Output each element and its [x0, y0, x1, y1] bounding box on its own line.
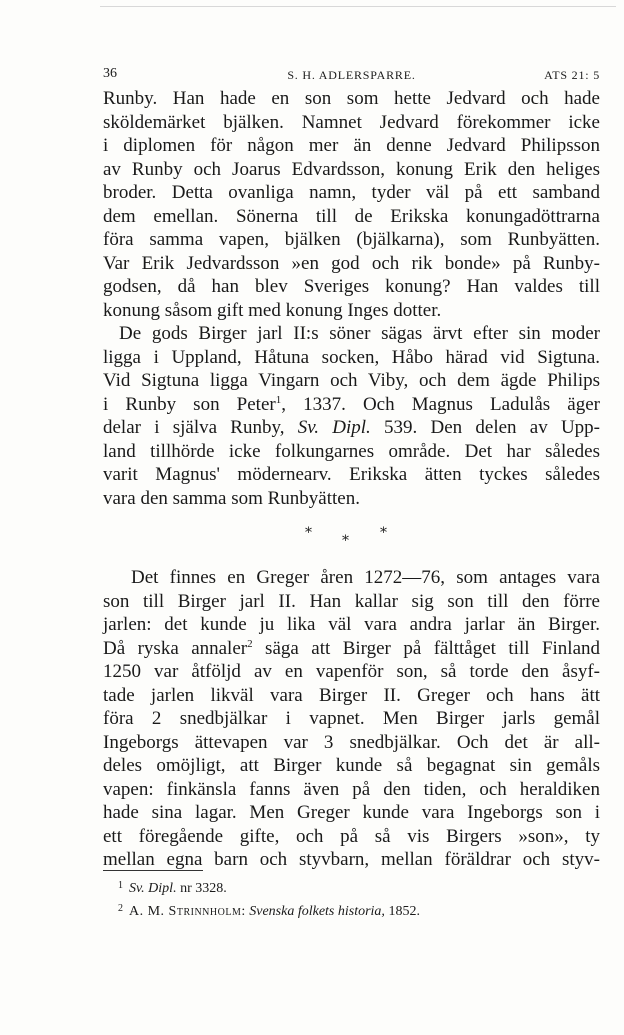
text-line	[103, 416, 600, 440]
text-line: Ingeborgs ättevapen var 3 snedbjälkar. Och det är all-	[103, 731, 600, 753]
text-line: Var Erik Jedvardsson »en god och rik bonde» på Runby-	[103, 252, 600, 274]
text-fragment: delar i själva Runby,	[103, 417, 298, 438]
text-line: land tillhörde icke folkungarnes område. Det har således	[103, 440, 600, 462]
page-number: 36	[103, 66, 117, 81]
text-line: av Runby och Joarus Edvardsson, konung Erik den heliges	[103, 158, 600, 180]
text-line: dem emellan. Sönerna till de Erikska konungadöttrarna	[103, 205, 600, 227]
footnote-text: 1852.	[384, 904, 420, 919]
text-line: De gods Birger jarl II:s söner sägas ärvt efter sin moder	[119, 323, 600, 344]
text-line: jarlen: det kunde ju lika väl vara andra jarlar än Birger.	[103, 614, 600, 635]
text-fragment: 539. Den delen av Upp-	[370, 417, 600, 438]
text-line: vapen: finkänsla fanns även på den tiden, och heraldiken	[103, 778, 600, 800]
text-line	[103, 637, 600, 661]
section-separator	[300, 525, 400, 555]
text-line: i diplomen för någon mer än denne Jedvard Philipsson	[103, 135, 600, 156]
text-line: vara den samma som Runbyätten.	[103, 487, 360, 509]
text-line: tade jarlen likväl vara Birger II. Greger och hans ätt	[103, 684, 600, 706]
signature-mark: ATS 21: 5	[544, 68, 600, 82]
text-line: varit Magnus' mödernearv. Erikska ätten tyckes således	[103, 464, 600, 485]
citation-italic: Sv. Dipl.	[297, 417, 371, 438]
separator-star: *	[342, 533, 349, 549]
text-line: Runby. Han hade en son som hette Jedvard och hade	[103, 88, 600, 109]
text-line: broder. Detta ovanliga namn, tyder väl på ett samband	[103, 182, 600, 203]
text-line: deles omöjligt, att Birger kunde så begagnat sin gemåls	[103, 755, 600, 776]
text-line: godsen, då han blev Sveriges konung? Han valdes till	[103, 276, 600, 297]
footnote-italic: Svenska folkets historia,	[245, 904, 385, 919]
footnote-2	[118, 903, 420, 920]
paragraph-3	[103, 566, 600, 872]
text-line: föra 2 snedbjälkar i vapnet. Men Birger jarls gemål	[103, 708, 600, 729]
text-line: hade sina lagar. Men Greger kunde vara Ingeborgs son i	[103, 802, 600, 823]
footnote-ref-2: 2	[247, 637, 253, 650]
text-fragment: Då ryska annaler	[103, 637, 248, 659]
text-fragment: i Runby son Peter	[103, 393, 276, 415]
footnote-author: A. M. Strinnholm:	[129, 904, 246, 919]
footnote-mark: 2	[118, 903, 123, 914]
paragraph-1	[103, 87, 600, 322]
paragraph-2	[103, 322, 600, 510]
text-line: Det finnes en Greger åren 1272—76, som antages vara	[131, 567, 600, 588]
footnote-1	[118, 880, 227, 897]
text-fragment: , 1337. Och Magnus Ladulås äger	[281, 393, 600, 415]
text-fragment: säga att Birger på fälttåget till Finland	[252, 637, 601, 659]
text-line: konung såsom gift med konung Inges dotter.	[103, 299, 442, 321]
top-scan-rule	[100, 6, 616, 7]
running-title: S. H. ADLERSPARRE.	[287, 68, 416, 82]
text-line: föra samma vapen, bjälken (bjälkarna), som Runbyätten.	[103, 229, 600, 250]
footnote-divider	[103, 870, 203, 871]
text-line: mellan egna barn och styvbarn, mellan föräldrar och styv-	[103, 849, 600, 870]
text-line: Vid Sigtuna ligga Vingarn och Viby, och dem ägde Philips	[103, 370, 600, 391]
text-line	[103, 393, 600, 417]
footnote-text: nr 3328.	[176, 881, 227, 896]
text-line: sköldemärket bjälken. Namnet Jedvard förekommer icke	[103, 111, 600, 133]
text-line: son till Birger jarl II. Han kallar sig son till den förre	[103, 590, 600, 612]
text-line: 1250 var åtföljd av en vapenför son, så torde den åsyf-	[103, 661, 600, 682]
separator-star: *	[305, 525, 312, 541]
footnote-mark: 1	[118, 880, 123, 891]
footnote-italic: Sv. Dipl.	[129, 881, 177, 896]
text-line: ligga i Uppland, Håtuna socken, Håbo härad vid Sigtuna.	[103, 346, 600, 368]
text-line: ett föregående gifte, och på så vis Birgers »son», ty	[103, 825, 600, 847]
footnote-ref-1: 1	[275, 393, 282, 406]
separator-star: *	[380, 525, 387, 541]
